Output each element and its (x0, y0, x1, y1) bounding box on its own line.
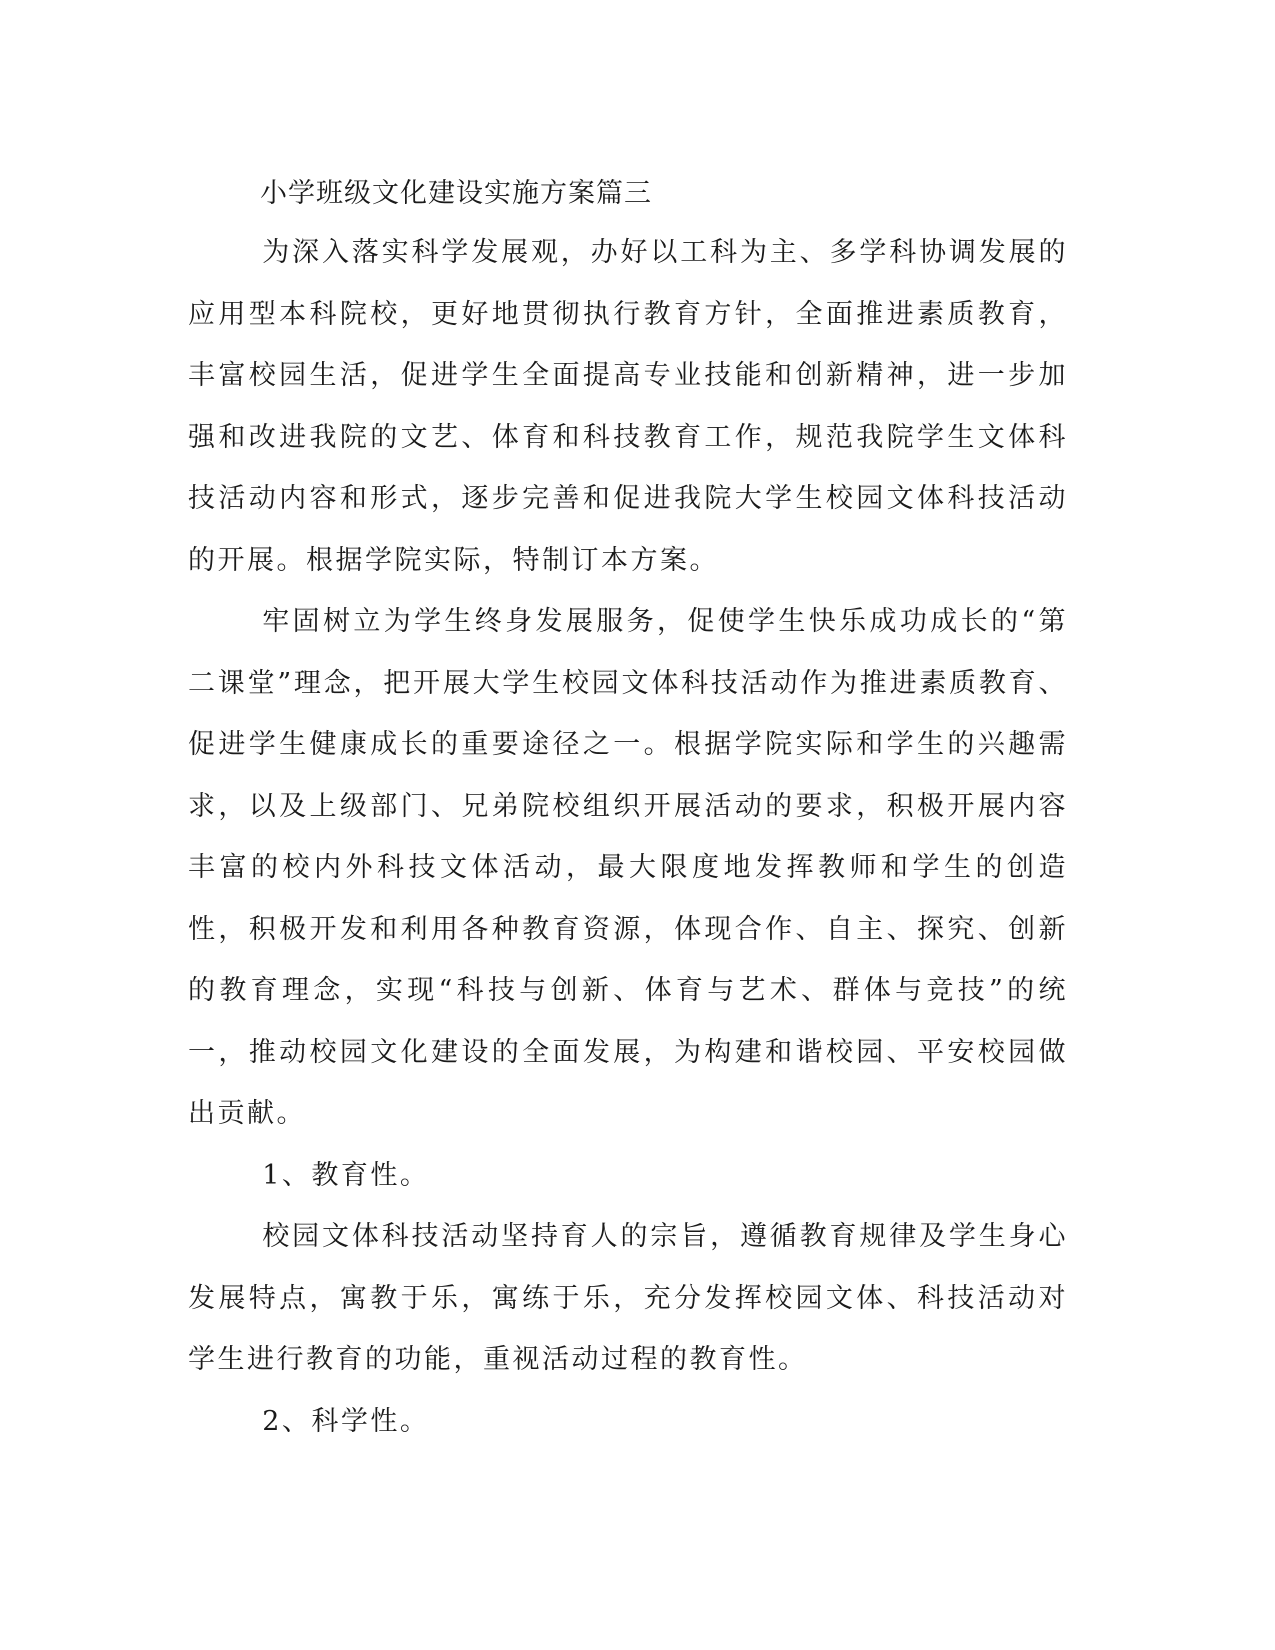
document-title: 小学班级文化建设实施方案篇三 (260, 178, 652, 209)
document-body (188, 166, 1068, 1452)
paragraph-philosophy: 牢固树立为学生终身发展服务，促使学生快乐成功成长的“第二课堂”理念，把开展大学生校园文体科技活动作为推进素质教育、促进学生健康成长的重要途径之一。根据学院实际和学生的兴趣需求，以及上级部门、兄弟院校组织开展活动的要求，积极开展内容丰富的校内外科技文体活动，最大限度地发挥教师和学生的创造性，积极开发和利用各种教育资源，体现合作、自主、探究、创新的教育理念，实现“科技与创新、体育与艺术、群体与竞技”的统一，推动校园文化建设的全面发展，为构建和谐校园、平安校园做出贡献。 (188, 606, 1068, 1129)
section-heading-education: 1、教育性。 (262, 1159, 430, 1191)
paragraph-purpose: 为深入落实科学发展观，办好以工科为主、多学科协调发展的应用型本科院校，更好地贯彻执行教育方针，全面推进素质教育，丰富校园生活，促进学生全面提高专业技能和创新精神，进一步加强和改进我院的文艺、体育和科技教育工作，规范我院学生文体科技活动内容和形式，逐步完善和促进我院大学生校园文体科技活动的开展。根据学院实际，特制订本方案。 (188, 237, 1068, 576)
section-body-education: 校园文体科技活动坚持育人的宗旨，遵循教育规律及学生身心发展特点，寓教于乐，寓练于乐，充分发挥校园文体、科技活动对学生进行教育的功能，重视活动过程的教育性。 (188, 1221, 1068, 1375)
section-heading-science: 2、科学性。 (262, 1405, 430, 1437)
